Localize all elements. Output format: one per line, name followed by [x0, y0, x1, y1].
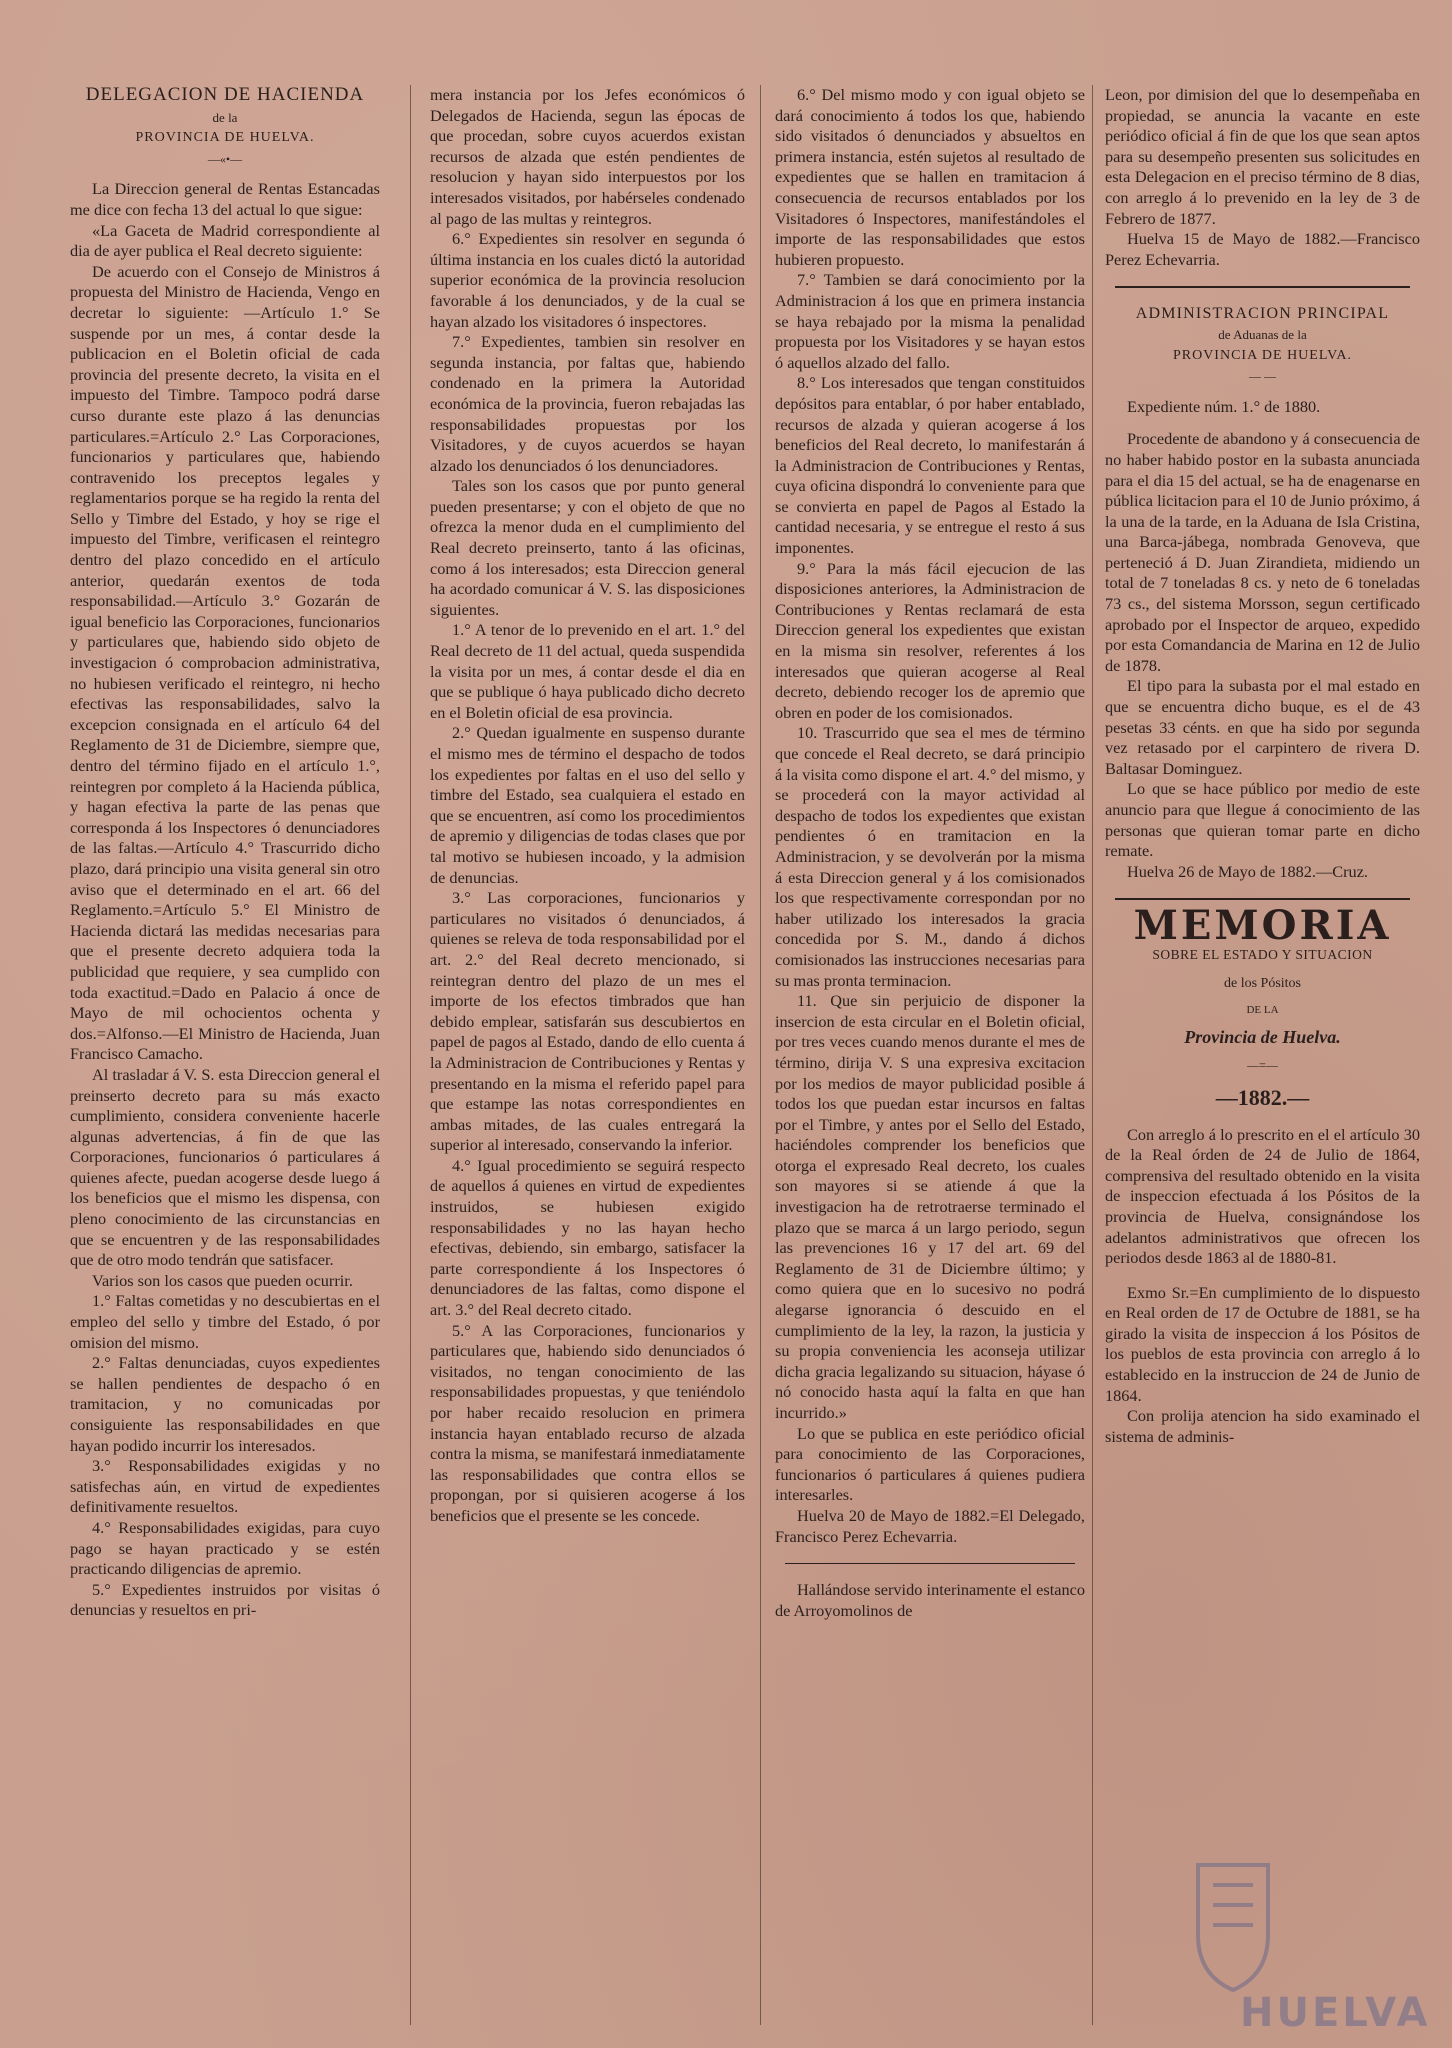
- paragraph: Leon, por dimision del que lo desempeñaba en propiedad, se anuncia la vacante en este periódico oficial á fin de que los que sean aptos para su desempeño presenten sus solicitudes en esta Delegacion en el preciso término de 8 dias, con arreglo á lo prevenido en la ley de 3 de Febrero de 1877.: [1105, 85, 1420, 228]
- divider: [785, 1563, 1075, 1564]
- ornament: —«•—: [207, 151, 243, 166]
- column-3: [775, 85, 1085, 1621]
- paragraph: 2.° Faltas denunciadas, cuyos expedientes se hallen pendientes de despacho ó en tramitacion, y no comunicadas por consiguiente las responsabilidades en que hayan podido incurrir los interesados.: [70, 1353, 380, 1455]
- paragraph: mera instancia por los Jefes económicos ó Delegados de Hacienda, segun las épocas de que procedan, sobre cuyos acuerdos existan recursos de alzada que estén pendientes de resolucion y hayan sido interpuestos por los interesados visitados, por habérseles condenado al pago de las multas y reintegros.: [430, 85, 745, 228]
- column-rule: [760, 85, 761, 2025]
- section-subtitle: de la: [212, 109, 238, 125]
- paragraph: 9.° Para la más fácil ejecucion de las disposiciones anteriores, la Administracion de Contribuciones y Rentas reclamará de esta Direccion general los expedientes que existan en la misma sin resolver, referentes á los interesados que quieran acogerse al Real decreto, debiendo recoger los de apremio que obren en poder de los comisionados.: [775, 558, 1085, 722]
- paragraph: 4.° Igual procedimiento se seguirá respecto de aquellos á quienes en virtud de expedientes instruidos, se hubiesen exigido responsabilidades y no las hayan hecho efectivas, debiendo, sin embargo, satisfacer la parte correspondiente á los Inspectores ó denunciadores de las faltas, como dispone el art. 3.° del Real decreto citado.: [430, 1155, 745, 1320]
- paragraph: Lo que se publica en este periódico oficial para conocimiento de las Corporaciones, funcionarios ó particulares á quienes pudiera interesarles.: [775, 1423, 1085, 1505]
- paragraph: La Direccion general de Rentas Estancadas me dice con fecha 13 del actual lo que sigue:: [70, 179, 380, 219]
- memoria-title: MEMORIA: [1133, 902, 1392, 950]
- paragraph: Al trasladar á V. S. esta Direccion general el preinserto decreto para su más exacto cumplimiento, considera conveniente hacerle algunas advertencias, á fin de que las Corporaciones, funcionarios ó particulares á quienes afecte, puedan acogerse desde luego á los beneficios que el mismo les dispensa, con pleno conocimiento de las circunstancias en que se encuentren y de las responsabilidades que de otro modo tendrán que satisfacer.: [70, 1064, 380, 1270]
- column-rule: [410, 85, 411, 2025]
- signature-line: Huelva 20 de Mayo de 1882.=El Delegado, Francisco Perez Echevarria.: [775, 1505, 1085, 1546]
- column-2: [430, 85, 745, 1527]
- divider: [1115, 898, 1410, 900]
- divider: [1115, 286, 1410, 288]
- memoria-subtitle: DE LA: [1246, 1004, 1279, 1017]
- signature-line: Huelva 26 de Mayo de 1882.—Cruz.: [1127, 861, 1368, 881]
- paragraph: El tipo para la subasta por el mal estado en que se encuentra dicho buque, es el de 43 pesetas 33 cénts. en que ha sido por segunda vez retasado por el carpintero de rivera D. Baltasar Dominguez.: [1105, 676, 1420, 778]
- column-1: [70, 85, 380, 1621]
- watermark-text: HUELVA: [1240, 1990, 1431, 2036]
- paragraph: 3.° Responsabilidades exigidas y no satisfechas aún, en virtud de expedientes definitivamente resueltos.: [70, 1456, 380, 1517]
- memoria-year: —1882.—: [1215, 1084, 1310, 1110]
- section-title: ADMINISTRACION PRINCIPAL: [1135, 305, 1390, 323]
- paragraph: «La Gaceta de Madrid correspondiente al dia de ayer publica el Real decreto siguiente:: [70, 220, 380, 261]
- paragraph: Exmo Sr.=En cumplimiento de lo dispuesto en Real orden de 17 de Octubre de 1881, se ha girado la visita de inspeccion á los Pósitos de los pueblos de esta provincia con arreglo á lo establecido en la instruccion de 24 de Junio de 1864.: [1105, 1282, 1420, 1405]
- memoria-subtitle: de los Pósitos: [1223, 975, 1301, 991]
- section-province: PROVINCIA DE HUELVA.: [135, 130, 315, 146]
- column-4: [1105, 85, 1420, 1447]
- paragraph: Lo que se hace público por medio de este anuncio para que llegue á conocimiento de las personas que quieran tomar parte en dicho remate.: [1105, 779, 1420, 861]
- paragraph: Tales son los casos que por punto general pueden presentarse; y con el objeto de que no ofrezca la menor duda en el cumplimiento del Real decreto preinserto, tanto á las oficinas, como á los interesados; esta Direccion general ha acordado comunicar á V. S. las disposiciones siguientes.: [430, 476, 745, 619]
- memoria-subtitle: SOBRE EL ESTADO Y SITUACION: [1152, 946, 1373, 962]
- section-province: PROVINCIA DE HUELVA.: [1172, 347, 1353, 363]
- paragraph: 2.° Quedan igualmente en suspenso durante el mismo mes de término el despacho de todos los expedientes por faltas en el uso del sello y timbre del Estado, sea cualquiera el estado en que se encuentren, así como los procedimientos de apremio y diligencias de todas clases que por tal motivo se hubiesen incoado, y la admision de denuncias.: [430, 723, 745, 887]
- paragraph: Procedente de abandono y á consecuencia de no haber habido postor en la subasta anunciada para el dia 15 del actual, se ha de enagenarse en pública licitacion para el 10 de Junio próximo, á la una de la tarde, en la Aduana de Isla Cristina, una Barca-jábega, nombrada Genoveva, que perteneció á D. Juan Zirandieta, midiendo un total de 7 toneladas 8 cs. y neto de 6 toneladas 73 cs., del sistema Morsson, segun certificado aprobado por el Inspector de arqueo, expedido por esta Comandancia de Marina en 12 de Julio de 1878.: [1105, 429, 1420, 675]
- paragraph: 1.° A tenor de lo prevenido en el art. 1.° del Real decreto de 11 del actual, queda suspendida la visita por un mes, á contar desde el dia en que se publique ó haya publicado dicho decreto en el Boletin oficial de esa provincia.: [430, 620, 745, 722]
- paragraph: Hallándose servido interinamente el estanco de Arroyomolinos de: [775, 1580, 1085, 1620]
- paragraph: 7.° Tambien se dará conocimiento por la Administracion á los que en primera instancia se haya rebajado por la misma la penalidad propuesta por los Visitadores y se hayan estos ó aquellos alzado del fallo.: [775, 270, 1085, 372]
- paragraph: 8.° Los interesados que tengan constituidos depósitos para entablar, ó por haber entablado, recursos de alzada y quieran acogerse á los beneficios del Real decreto, lo manifestarán á la Administracion de Contribuciones y Rentas, cuya oficina dispondrá lo conveniente para que se convierta en papel de Pagos al Estado la cantidad necesaria, y se entregue el resto á sus imponentes.: [775, 373, 1085, 558]
- ornament: — —: [1249, 369, 1276, 384]
- paragraph: 6.° Del mismo modo y con igual objeto se dará conocimiento á todos los que, habiendo sido visitados ó denunciados y absueltos en primera instancia, estén sujetos al resultado de expedientes que se hallen en tramitacion á consecuencia de recursos entablados por los Visitadores ó Inspectores, manifestándoles el importe de las responsabilidades que estos hubieren propuesto.: [775, 85, 1085, 269]
- ornament: —=—: [1247, 1058, 1278, 1073]
- paragraph: 11. Que sin perjuicio de disponer la insercion de esta circular en el Boletin oficial, por tres veces cuando menos durante el mes de término, dirija V. S una expresiva excitacion por los medios de mayor publicidad posible á todos los que puedan estar incursos en faltas por el Timbre, y antes por el Sello del Estado, haciéndoles comprender los beneficios que otorga el expresado Real decreto, los cuales son mayores si se atiende á que la investigacion ha de retrotraerse terminado el plazo que se marca á un largo periodo, segun las prevenciones 16 y 17 del art. 69 del Reglamento de 31 de Diciembre último; y como quiera que en lo sucesivo no podrá alegarse ignorancia ó descuido en el cumplimiento de la ley, la razon, la justicia y su propia conveniencia les aconseja utilizar dicha gracia legalizando su situacion, háyase ó nó conocido hasta aquí la falta en que han incurrido.»: [775, 991, 1085, 1422]
- paragraph: Con arreglo á lo prescrito en el el artículo 30 de la Real órden de 24 de Julio de 1864, comprensiva del resultado obtenido en la visita de inspeccion efectuada á los Pósitos de la provincia de Huelva, consignándose los adelantos administrativos que ofrecen los periodos desde 1863 al de 1880-81.: [1105, 1124, 1420, 1268]
- paragraph: Con prolija atencion ha sido examinado el sistema de adminis-: [1105, 1406, 1420, 1446]
- expediente-line: Expediente núm. 1.° de 1880.: [1127, 396, 1321, 416]
- paragraph: 1.° Faltas cometidas y no descubiertas en el empleo del sello y timbre del Estado, ó por omision del mismo.: [70, 1291, 380, 1352]
- paragraph: 7.° Expedientes, tambien sin resolver en segunda instancia, por faltas que, habiendo condenado en la primera la Autoridad económica de la provincia, fueron rebajadas las responsabilidades propuestas por los Visitadores, y de cuyos acuerdos se hayan alzado los denunciados ó los denunciadores.: [430, 332, 745, 475]
- paragraph: Varios son los casos que pueden ocurrir.: [92, 1270, 353, 1290]
- paragraph: De acuerdo con el Consejo de Ministros á propuesta del Ministro de Hacienda, Vengo en decretar lo siguiente: —Artículo 1.° Se suspende por un mes, á contar desde la publicacion en el Boletin oficial de cada provincia del presente decreto, la visita en el impuesto del Timbre. Tampoco podrá darse curso durante este plazo á las denuncias particulares.=Artículo 2.° Las Corporaciones, funcionarios y particulares que, habiendo contravenido los preceptos legales y reglamentarios porque se ha regido la renta del Sello y Timbre del Estado, y hoy se rige el impuesto del Timbre, verificasen el reintegro dentro del plazo concedido en el artículo anterior, quedarán exentos de toda responsabilidad.—Artículo 3.° Gozarán de igual beneficio las Corporaciones, funcionarios y particulares que, habiendo sido objeto de investigacion ó comprobacion administrativa, no hubiesen verificado el reintegro, ni hecho efectivas las responsabilidades, salvo la excepcion consignada en el artículo 64 del Reglamento de 31 de Diciembre, siempre que, dentro del término fijado en el artículo 1.°, reintegren por completo á la Hacienda pública, y hagan efectiva la parte de las penas que corresponda á los Inspectores ó denunciadores de las faltas.—Artículo 4.° Trascurrido dicho plazo, dará principio una visita general sin otro aviso que el determinado en el art. 66 del Reglamento.=Artículo 5.° El Ministro de Hacienda dictará las medidas necesarias para que el presente decreto adquiera toda la publicidad que requiere, y sea cumplido con toda exactitud.=Dado en Palacio á once de Mayo de mil ochocientos ochenta y dos.=Alfonso.—El Ministro de Hacienda, Juan Francisco Camacho.: [70, 261, 380, 1064]
- signature-line: Huelva 15 de Mayo de 1882.—Francisco Perez Echevarria.: [1105, 229, 1420, 269]
- paragraph: 5.° A las Corporaciones, funcionarios y particulares que, habiendo sido denunciados ó visitados, no tengan conocimiento de las responsabilidades propuestas, y que teniéndolo por haber recaido resolucion en primera instancia hayan entablado recurso de alzada contra la misma, se manifestará inmediatamente las responsabilidades que contra ellos se propongan, por si quisieren acogerse á los beneficios que el presente se les concede.: [430, 1320, 745, 1525]
- memoria-province: Provincia de Huelva.: [1184, 1026, 1341, 1047]
- paragraph: 5.° Expedientes instruidos por visitas ó denuncias y resueltos en pri-: [70, 1579, 380, 1620]
- section-subtitle: de Aduanas de la: [1218, 326, 1307, 342]
- paragraph: 6.° Expedientes sin resolver en segunda ó última instancia en los cuales dictó la autoridad superior económica de la provincia resolucion favorable á los denunciados, y de la cual se hayan alzado los visitadores ó inspectores.: [430, 229, 745, 331]
- paragraph: 4.° Responsabilidades exigidas, para cuyo pago se hayan practicado y se estén practicando diligencias de apremio.: [70, 1517, 380, 1579]
- column-rule: [1092, 85, 1093, 2025]
- paragraph: 10. Trascurrido que sea el mes de término que concede el Real decreto, se dará principio á la visita como dispone el art. 4.° del mismo, y se procederá con la mayor actividad al despacho de todos los expedientes que existan pendientes ó en tramitacion en la Administracion, y se devolverán por la misma á esta Direccion general y á los comisionados los que respectivamente correspondan por no haber utilizado los interesados la gracia concedida por S. M., dando á dichos comisionados las instrucciones necesarias para su mas pronta terminacion.: [775, 723, 1085, 990]
- section-title: DELEGACION DE HACIENDA: [85, 84, 365, 105]
- paragraph: 3.° Las corporaciones, funcionarios y particulares no visitados ó denunciados, á quienes se releva de toda responsabilidad por el art. 2.° del Real decreto mencionado, si reintegran dentro del plazo de un mes el importe de los efectos timbrados que han debido emplear, satisfarán sus descubiertos en papel de pagos al Estado, dando de ello cuenta á la Administracion de Contribuciones y Rentas y presentando en la misma el referido papel para que estampe las notas correspondientes en ambas mitades, de las cuales entregará la superior al interesado, conservando la inferior.: [430, 888, 745, 1155]
